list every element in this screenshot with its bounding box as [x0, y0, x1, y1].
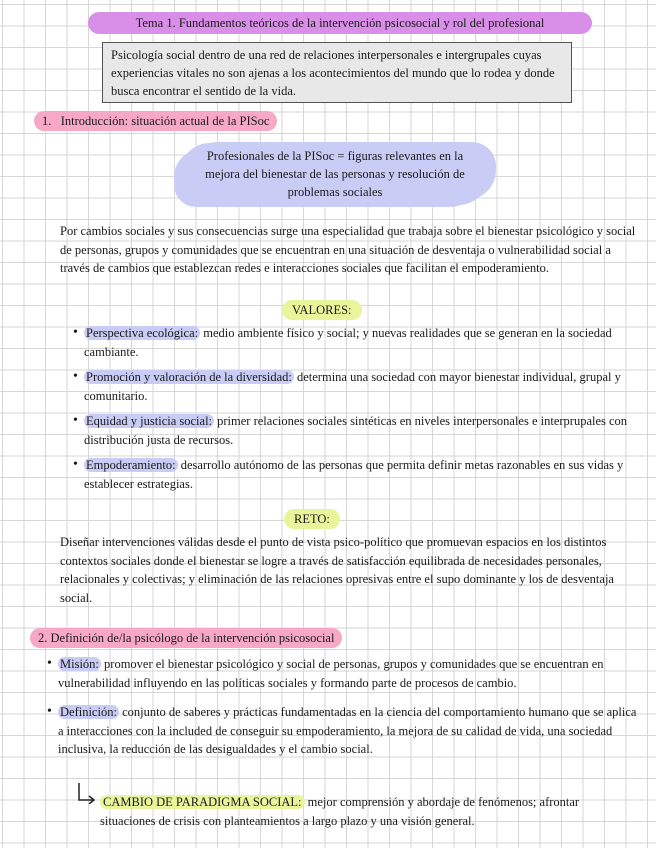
intro-paragraph: Por cambios sociales y sus consecuencias surge una especialidad que trabaja sobre el bienestar psicológico y social de personas, grupos y comunidades que se encuentran en una situación de desventaja o vulnerabilidad social a través de cambios que establezcan redes e interacciones sociales que facilitan el empoderamiento.: [60, 224, 636, 275]
mision-term: Misión:: [60, 657, 99, 671]
paradigm-text: mejor comprensión y abordaje de fenómenos; afrontar situaciones de crisis con planteamientos a largo plazo y una visión general.: [100, 795, 580, 828]
list-item: [58, 703, 640, 759]
valores-term-3: Empoderamiento:: [86, 458, 176, 472]
mision-text: promover el bienestar psicológico y social de personas, grupos y comunidades que se encuentran en vulnerabilidad influyendo en las políticas sociales y formando parte de procesos de cambio.: [58, 657, 604, 690]
section-2-heading: 2. Definición de/la psicólogo de la intervención psicosocial: [30, 628, 342, 648]
reto-label: RETO:: [284, 509, 340, 529]
list-item: [58, 655, 640, 692]
definicion-term: Definición:: [60, 705, 117, 719]
arrow-icon: [76, 782, 96, 804]
list-item: [84, 324, 640, 361]
definicion-text: conjunto de saberes y prácticas fundamentadas en la ciencia del comportamiento humano que se aplica a interacciones con la included de conseguir su empoderamiento, la mejora de su calidad de vida, una sociedad inclusiva, la reducción de las desigualdades y el cambio social.: [58, 705, 637, 756]
section-1-title: Introducción: situación actual de la PISoc: [60, 114, 270, 128]
highlight-cloud: Profesionales de la PISoc = figuras relevantes en la mejora del bienestar de las personas y resolución de problemas sociales: [180, 143, 490, 205]
reto-paragraph: Diseñar intervenciones válidas desde el punto de vista psico-político que promuevan espacios en los distintos contextos sociales donde el bienestar se logre a través de satisfacción equilibrada de necesidades personales, relacionales y colectivas; y eliminación de las relaciones opresivas entre el supo dominante y los de desventaja social.: [60, 535, 614, 605]
valores-label: VALORES:: [282, 300, 362, 320]
paradigm-note: [100, 793, 630, 830]
valores-term-2: Equidad y justicia social:: [86, 414, 213, 428]
section-1-heading: [34, 111, 277, 131]
paradigm-term: CAMBIO DE PARADIGMA SOCIAL:: [100, 795, 305, 809]
list-item: [84, 412, 640, 449]
valores-term-1: Promoción y valoración de la diversidad:: [86, 370, 292, 384]
list-item: [84, 456, 640, 493]
page-title: Tema 1. Fundamentos teóricos de la intervención psicosocial y rol del profesional: [88, 12, 592, 34]
list-item: [84, 368, 640, 405]
quote-box: Psicología social dentro de una red de relaciones interpersonales e intergrupales cuyas experiencias vitales no son ajenas a los acontecimientos del mundo que lo rodea y donde busca encontrar el sentido de la vida.: [102, 42, 572, 103]
valores-text-2: primer relaciones sociales sintéticas en niveles interpersonales e interprupales con distribución justa de recursos.: [84, 414, 628, 447]
valores-text-3: desarrollo autónomo de las personas que permita definir metas razonables en sus vidas y establecer estrategias.: [84, 458, 624, 491]
section-1-number: 1.: [42, 114, 52, 128]
valores-text-1: determina una sociedad con mayor bienestar individual, grupal y comunitario.: [84, 370, 621, 403]
valores-list: [84, 324, 640, 493]
valores-term-0: Perspectiva ecológica:: [86, 326, 199, 340]
section-2-list: [58, 655, 640, 759]
valores-text-0: medio ambiente físico y social; y nuevas realidades que se generan en la sociedad cambiante.: [84, 326, 612, 359]
